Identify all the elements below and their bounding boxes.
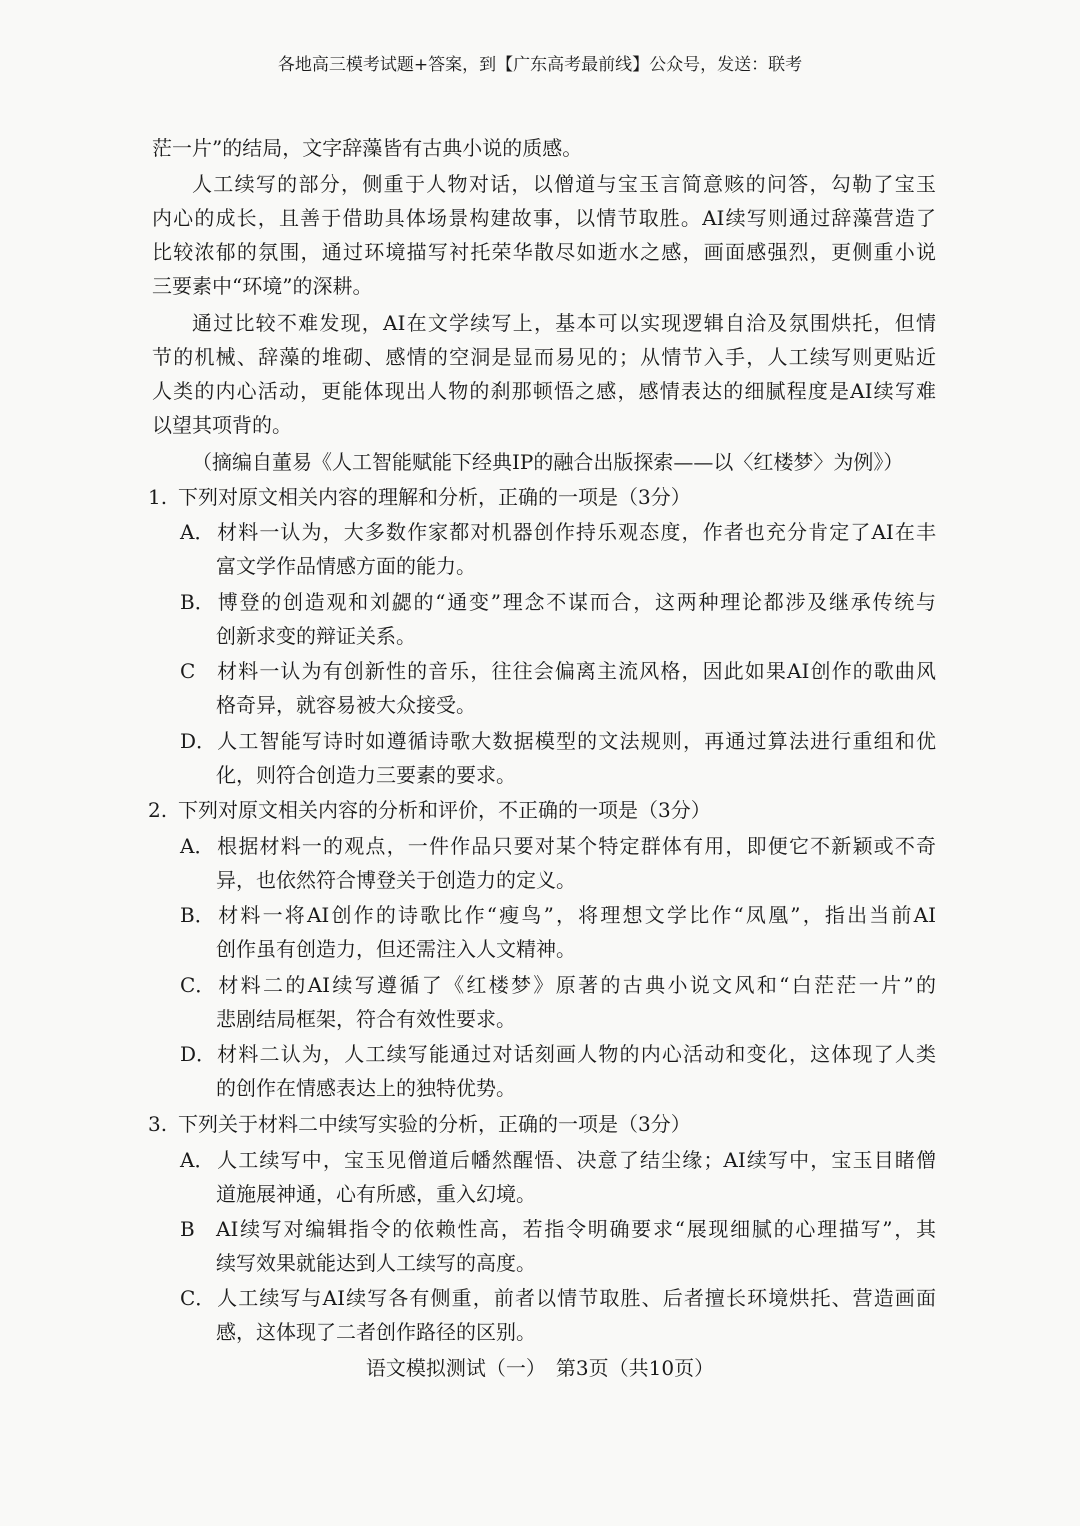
option-text: 材料一认为有创新性的音乐，往往会偏离主流风格，因此如果AI创作的歌曲风 [216, 659, 936, 683]
option-text-cont: 续写效果就能达到人工续写的高度。 [216, 1251, 536, 1275]
header-notice: 各地高三模考试题+答案，到【广东高考最前线】公众号，发送：联考 [277, 55, 803, 75]
option-text: 人工续写中，宝玉见僧道后幡然醒悟、决意了结尘缘；AI续写中，宝玉目睹僧 [216, 1148, 936, 1172]
option [180, 661, 936, 681]
passage-line: 三要素中“环境”的深耕。 [152, 274, 373, 298]
passage-line: 人类的内心活动，更能体现出人物的刹那顿悟之感，感情表达的细腻程度是AI续写难 [152, 379, 936, 403]
option-label: D． [180, 1042, 217, 1066]
option-label: B． [180, 903, 215, 927]
option [180, 1288, 936, 1308]
option-text: 博登的创造观和刘勰的“通变”理念不谋而合，这两种理论都涉及继承传统与 [216, 590, 936, 614]
option [180, 731, 936, 751]
option-text-cont: 创新求变的辩证关系。 [216, 624, 416, 648]
option-text-cont: 创作虽有创造力，但还需注入人文精神。 [216, 937, 576, 961]
option-text: 根据材料一的观点，一件作品只要对某个特定群体有用，即便它不新颖或不奇 [216, 834, 936, 858]
question-stem [148, 800, 711, 820]
option-text: 材料一认为，大多数作家都对机器创作持乐观态度，作者也充分肯定了AI在丰 [216, 520, 936, 544]
option-text: 材料一将AI创作的诗歌比作“瘦鸟”，将理想文学比作“凤凰”，指出当前AI [216, 903, 936, 927]
question-stem [148, 1114, 691, 1134]
option-text: AI续写对编辑指令的依赖性高，若指令明确要求“展现细腻的心理描写”，其 [216, 1217, 936, 1241]
option-text-cont: 道施展神通，心有所感，重入幻境。 [216, 1182, 536, 1206]
passage-line: 茫一片”的结局，文字辞藻皆有古典小说的质感。 [152, 136, 583, 160]
question-number: 2. [148, 798, 168, 822]
option-text: 人工续写与AI续写各有侧重，前者以情节取胜、后者擅长环境烘托、营造画面 [216, 1286, 936, 1310]
passage-line: 通过比较不难发现，AI在文学续写上，基本可以实现逻辑自洽及氛围烘托，但情 [192, 311, 936, 335]
option-label: B [180, 1217, 195, 1241]
passage-line: 比较浓郁的氛围，通过环境描写衬托荣华散尽如逝水之感，画面感强烈，更侧重小说 [152, 240, 936, 264]
option [180, 1044, 936, 1064]
question-text: 下列关于材料二中续写实验的分析，正确的一项是（3分） [178, 1112, 691, 1136]
option-label: B． [180, 590, 215, 614]
option [180, 975, 936, 995]
option-text-cont: 富文学作品情感方面的能力。 [216, 554, 476, 578]
option-text-cont: 的创作在情感表达上的独特优势。 [216, 1076, 516, 1100]
option-label: C． [180, 1286, 216, 1310]
option-label: C [180, 659, 196, 683]
option [180, 1219, 936, 1239]
option-label: A． [180, 520, 215, 544]
option-label: C． [180, 973, 216, 997]
passage-line: 以望其项背的。 [152, 413, 292, 437]
option-text: 材料二认为，人工续写能通过对话刻画人物的内心活动和变化，这体现了人类 [216, 1042, 936, 1066]
option-text: 材料二的AI续写遵循了《红楼梦》原著的古典小说文风和“白茫茫一片”的 [216, 973, 936, 997]
option [180, 522, 936, 542]
option-label: A． [180, 834, 215, 858]
question-text: 下列对原文相关内容的分析和评价，不正确的一项是（3分） [178, 798, 711, 822]
option-text: 人工智能写诗时如遵循诗歌大数据模型的文法规则，再通过算法进行重组和优 [216, 729, 936, 753]
option-text-cont: 化，则符合创造力三要素的要求。 [216, 763, 516, 787]
option-label: A． [180, 1148, 215, 1172]
passage-line: 人工续写的部分，侧重于人物对话，以僧道与宝玉言简意赅的问答，勾勒了宝玉 [192, 172, 936, 196]
source-citation: （摘编自董易《人工智能赋能下经典IP的融合出版探索——以〈红楼梦〉为例》） [192, 450, 904, 474]
question-stem [148, 487, 691, 507]
option [180, 592, 936, 612]
question-number: 1. [148, 485, 168, 509]
option-label: D． [180, 729, 217, 753]
option [180, 836, 936, 856]
passage-line: 节的机械、辞藻的堆砌、感情的空洞是显而易见的；从情节入手，人工续写则更贴近 [152, 345, 936, 369]
option [180, 905, 936, 925]
option-text-cont: 格奇异，就容易被大众接受。 [216, 693, 476, 717]
page-footer: 语文模拟测试（一） 第3页（共10页） [365, 1356, 715, 1380]
question-text: 下列对原文相关内容的理解和分析，正确的一项是（3分） [178, 485, 691, 509]
question-number: 3. [148, 1112, 168, 1136]
option-text-cont: 异，也依然符合博登关于创造力的定义。 [216, 868, 576, 892]
option-text-cont: 感，这体现了二者创作路径的区别。 [216, 1320, 536, 1344]
passage-line: 内心的成长，且善于借助具体场景构建故事，以情节取胜。AI续写则通过辞藻营造了 [152, 206, 936, 230]
option [180, 1150, 936, 1170]
option-text-cont: 悲剧结局框架，符合有效性要求。 [216, 1007, 516, 1031]
